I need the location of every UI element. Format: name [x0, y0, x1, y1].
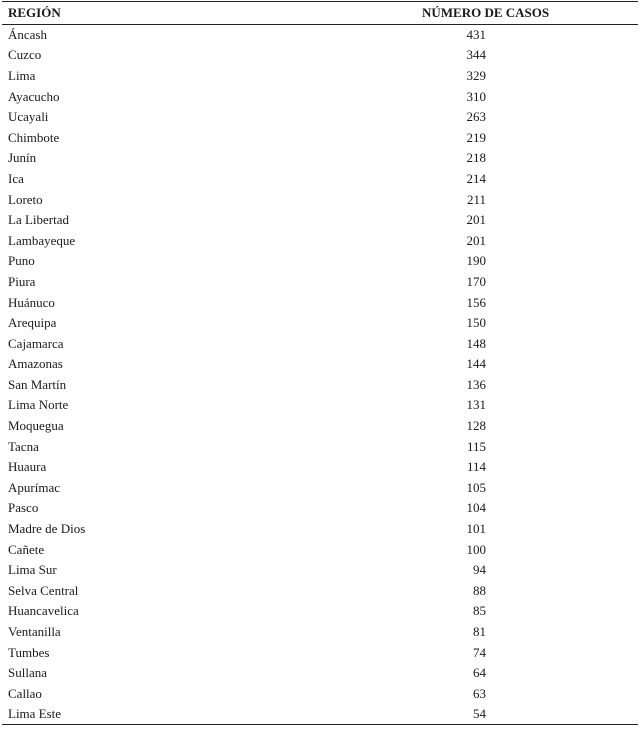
case-count-cell: 94	[473, 562, 486, 578]
region-cell: Chimbote	[8, 129, 60, 145]
case-count-cell: 136	[466, 376, 486, 392]
case-count-cell: 219	[466, 129, 486, 145]
case-count-cell: 115	[466, 438, 486, 454]
table-row	[2, 622, 638, 643]
case-count-cell: 104	[466, 500, 486, 516]
region-cell: Áncash	[8, 27, 47, 43]
region-cell: Piura	[8, 273, 36, 289]
region-cell: Junín	[8, 150, 37, 166]
table-row	[2, 457, 638, 478]
region-cell: Lima Este	[2, 704, 340, 725]
table-row	[2, 333, 638, 354]
region-cell: Huancavelica	[8, 603, 79, 619]
table-row	[2, 581, 638, 602]
case-count-cell: 148	[466, 335, 486, 351]
case-count-cell: 431	[466, 27, 486, 43]
case-count-cell: 100	[466, 541, 486, 557]
case-count-cell: 214	[466, 170, 486, 186]
region-cell: Puno	[8, 253, 35, 269]
case-count-cell: 201	[466, 232, 486, 248]
table-row	[2, 127, 638, 148]
region-cell: Ventanilla	[8, 624, 61, 640]
case-count-cell: 81	[473, 624, 486, 640]
table-row	[2, 313, 638, 334]
table-row	[2, 684, 638, 705]
case-count-cell: 85	[473, 603, 486, 619]
case-count-cell: 310	[466, 88, 486, 104]
region-cell: Lambayeque	[8, 232, 76, 248]
table-row	[2, 292, 638, 313]
region-cell: Ica	[8, 170, 24, 186]
table-row	[2, 375, 638, 396]
case-count-cell: 344	[466, 47, 486, 63]
case-count-cell: 144	[466, 356, 486, 372]
case-count-cell: 201	[466, 212, 486, 228]
region-cell: Callao	[8, 685, 42, 701]
table-row	[2, 169, 638, 190]
table-row	[2, 230, 638, 251]
case-count-cell: 64	[473, 665, 486, 681]
case-count-cell: 101	[466, 521, 486, 537]
region-cell: San Martín	[8, 376, 67, 392]
table-row	[2, 272, 638, 293]
case-count-cell: 218	[466, 150, 486, 166]
region-cell: Ucayali	[8, 109, 49, 125]
region-cell: Moquegua	[8, 418, 64, 434]
case-count-cell: 211	[466, 191, 486, 207]
table-row	[2, 560, 638, 581]
header-region: REGIÓN	[2, 2, 340, 25]
case-count-cell: 150	[466, 315, 486, 331]
region-cell: Apurímac	[8, 479, 60, 495]
region-cell: Selva Central	[8, 582, 79, 598]
case-count-cell: 88	[473, 582, 486, 598]
table-row	[2, 601, 638, 622]
region-cell: La Libertad	[8, 212, 69, 228]
region-cell: Tacna	[8, 438, 39, 454]
table-row	[2, 704, 638, 725]
table-row	[2, 251, 638, 272]
table-row	[2, 498, 638, 519]
region-cell: Pasco	[8, 500, 39, 516]
region-cell: Amazonas	[8, 356, 63, 372]
region-cell: Arequipa	[8, 315, 57, 331]
case-count-cell: 131	[466, 397, 486, 413]
case-count-cell: 190	[466, 253, 486, 269]
table-row	[2, 86, 638, 107]
region-cell: Madre de Dios	[8, 521, 86, 537]
region-cell: Huánuco	[8, 294, 55, 310]
case-count-cell: 329	[466, 67, 486, 83]
table-row	[2, 416, 638, 437]
case-count-cell: 54	[340, 704, 638, 725]
table-row	[2, 436, 638, 457]
table-row	[2, 210, 638, 231]
table-row	[2, 539, 638, 560]
table-row	[2, 107, 638, 128]
table-row	[2, 519, 638, 540]
cases-by-region-table	[2, 1, 638, 725]
table-row	[2, 642, 638, 663]
header-case-count: NÚMERO DE CASOS	[340, 2, 638, 25]
table-row	[2, 189, 638, 210]
table-row	[2, 395, 638, 416]
table-row	[2, 45, 638, 66]
table-header-row	[2, 2, 638, 25]
table-row	[2, 478, 638, 499]
case-count-cell: 114	[466, 459, 486, 475]
case-count-cell: 63	[473, 685, 486, 701]
region-cell: Loreto	[8, 191, 43, 207]
region-cell: Lima Norte	[8, 397, 69, 413]
table-row	[2, 25, 638, 46]
region-cell: Sullana	[8, 665, 47, 681]
region-cell: Tumbes	[8, 644, 50, 660]
region-cell: Cajamarca	[8, 335, 64, 351]
region-cell: Cuzco	[8, 47, 42, 63]
region-cell: Huaura	[8, 459, 47, 475]
case-count-cell: 105	[466, 479, 486, 495]
table-row	[2, 66, 638, 87]
case-count-cell: 156	[466, 294, 486, 310]
region-cell: Lima	[8, 67, 36, 83]
table-row	[2, 354, 638, 375]
case-count-cell: 263	[466, 109, 486, 125]
region-cell: Cañete	[8, 541, 45, 557]
table-row	[2, 148, 638, 169]
case-count-cell: 170	[466, 273, 486, 289]
table-body	[2, 25, 638, 725]
case-count-cell: 74	[473, 644, 486, 660]
table-row	[2, 663, 638, 684]
case-count-cell: 128	[466, 418, 486, 434]
region-cell: Lima Sur	[8, 562, 57, 578]
region-cell: Ayacucho	[8, 88, 60, 104]
